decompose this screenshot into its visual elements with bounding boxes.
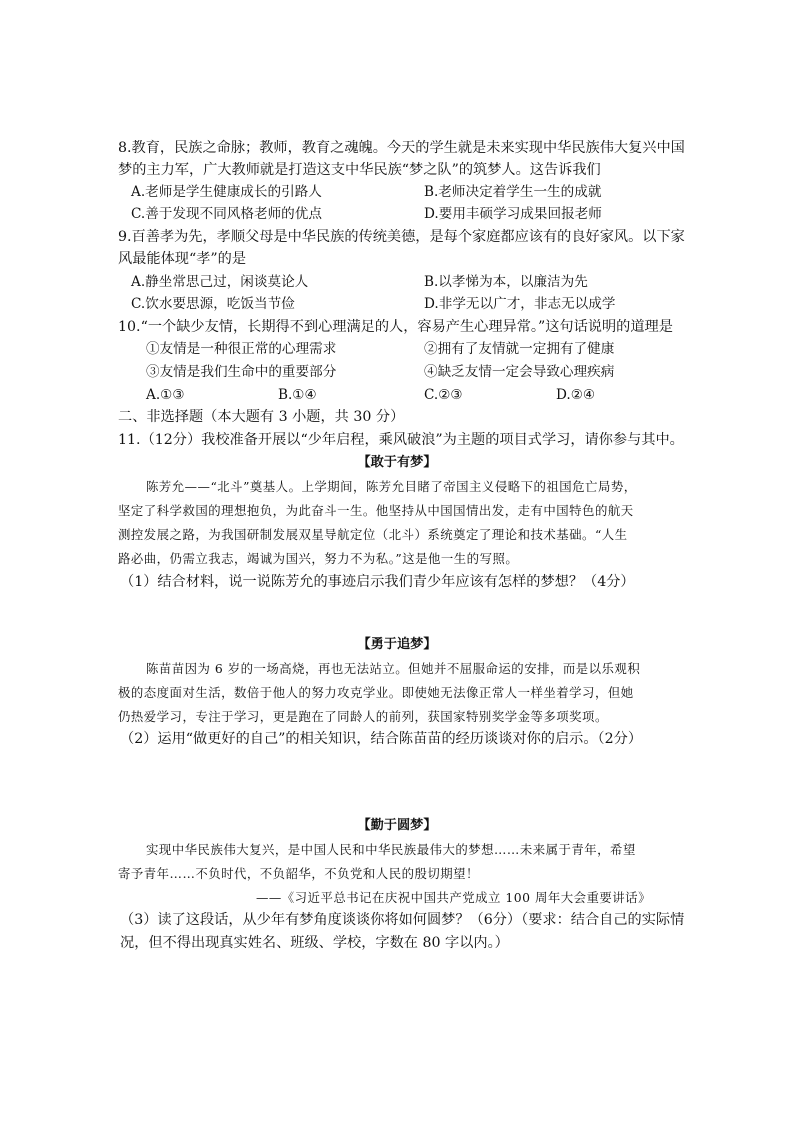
q11-stem: 11.（12分）我校准备开展以“少年启程，乘风破浪”为主题的项目式学习，请你参与其中。: [118, 432, 684, 448]
q8-stem-line2: 梦的主力军，广大教师就是打造这支中华民族“梦之队”的筑梦人。这告诉我们: [118, 162, 601, 178]
q8-option-c: C.善于发现不同风格老师的优点: [131, 206, 322, 222]
material-3-line1: 实现中华民族伟大复兴，是中国人民和中华民族最伟大的梦想……未来属于青年，希望: [146, 842, 636, 857]
material-2-line2: 极的态度面对生活，数倍于他人的努力攻克学业。即使她无法像正常人一样坐着学习，但她: [118, 685, 634, 700]
q10-option-c: C.②③: [424, 387, 463, 403]
q9-option-a: A.静坐常思己过，闲谈莫论人: [131, 274, 309, 290]
q11-sub2: （2）运用“做更好的自己”的相关知识，结合陈苗苗的经历谈谈对你的启示。（2分）: [120, 731, 643, 747]
q10-option-d: D.②④: [556, 387, 596, 403]
q11-sub3-line2: 况，但不得出现真实姓名、班级、学校，字数在 80 字以内。）: [120, 935, 509, 951]
q10-option-a: A.①③: [146, 387, 185, 403]
material-2-title: 【勇于追梦】: [357, 637, 437, 652]
q9-option-c: C.饮水要思源，吃饭当节俭: [131, 296, 295, 312]
q9-stem-line2: 风最能体现“孝”的是: [118, 251, 247, 267]
material-3-line2: 寄予青年……不负时代，不负韶华，不负党和人民的殷切期望！: [118, 866, 479, 881]
q10-stem: 10.“一个缺少友情，长期得不到心理满足的人，容易产生心理异常。”这句话说明的道理是: [118, 319, 673, 335]
q8-option-a: A.老师是学生健康成长的引路人: [131, 184, 322, 200]
material-2-line1: 陈苗苗因为 6 岁的一场高烧，再也无法站立。但她并不屈服命运的安排，而是以乐观积: [146, 661, 641, 676]
material-1-line4: 路必曲，仍需立我志，竭诚为国兴，努力不为私。”这是他一生的写照。: [118, 551, 519, 566]
material-1-line1: 陈芳允——“北斗”奠基人。上学期间，陈芳允目睹了帝国主义侵略下的祖国危亡局势，: [146, 479, 637, 494]
q10-statement-2: ②拥有了友情就一定拥有了健康: [424, 341, 615, 357]
material-1-line2: 坚定了科学救国的理想抱负，为此奋斗一生。他坚持从中国国情出发，走有中国特色的航天: [118, 503, 634, 518]
material-2-line3: 仍热爱学习，专注于学习，更是跑在了同龄人的前列，获国家特别奖学金等多项奖项。: [118, 709, 608, 724]
material-3-source: ——《习近平总书记在庆祝中国共产党成立 100 周年大会重要讲话》: [256, 890, 651, 905]
q9-option-b: B.以孝悌为本，以廉洁为先: [424, 274, 588, 290]
q10-statement-3: ③友情是我们生命中的重要部分: [146, 364, 337, 380]
q10-option-b: B.①④: [278, 387, 317, 403]
q9-stem-line1: 9.百善孝为先，孝顺父母是中华民族的传统美德，是每个家庭都应该有的良好家风。以下家: [118, 229, 685, 245]
q10-statement-1: ①友情是一种很正常的心理需求: [146, 341, 337, 357]
q9-option-d: D.非学无以广才，非志无以成学: [424, 296, 616, 312]
material-1-title: 【敢于有梦】: [357, 455, 437, 470]
q11-sub3-line1: （3）读了这段话，从少年有梦角度谈谈你将如何圆梦？（6分）（要求：结合自己的实际情: [120, 912, 685, 928]
material-3-title: 【勤于圆梦】: [357, 818, 437, 833]
q8-option-b: B.老师决定着学生一生的成就: [424, 184, 602, 200]
section-two-heading: 二、非选择题（本大题有 3 小题，共 30 分）: [118, 409, 405, 425]
q11-sub1: （1）结合材料，说一说陈芳允的事迹启示我们青少年应该有怎样的梦想？（4分）: [120, 574, 635, 590]
q8-option-d: D.要用丰硕学习成果回报老师: [424, 206, 602, 222]
q10-statement-4: ④缺乏友情一定会导致心理疾病: [424, 364, 615, 380]
q8-stem-line1: 8.教育，民族之命脉；教师，教育之魂魄。今天的学生就是未来实现中华民族伟大复兴中国: [118, 140, 685, 156]
material-1-line3: 测控发展之路，为我国研制发展双星导航定位（北斗）系统奠定了理论和技术基础。“人生: [118, 527, 628, 542]
